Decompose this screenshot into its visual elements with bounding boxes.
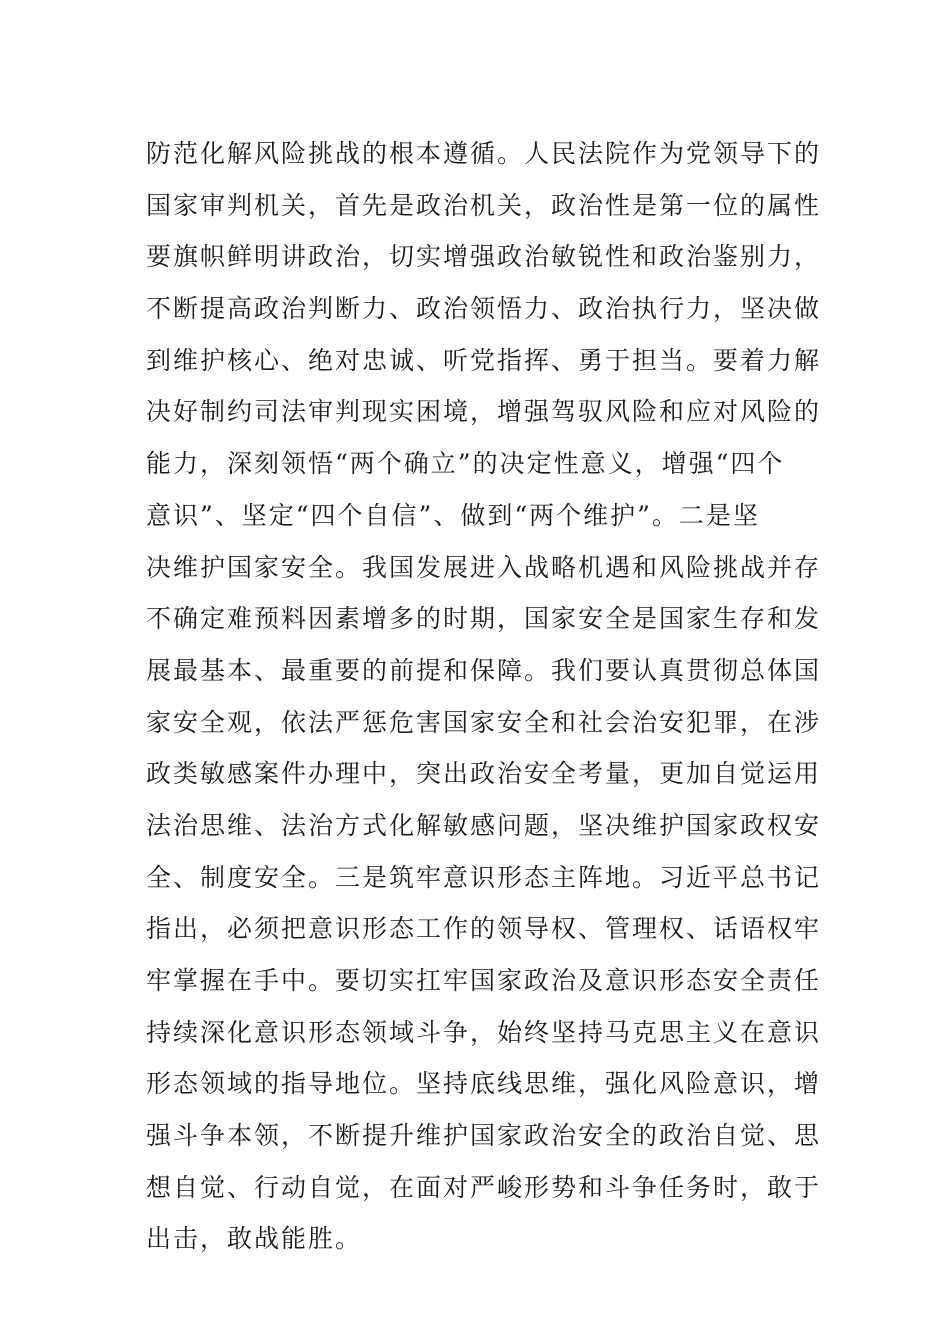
text-line: 决好制约司法审判现实困境，增强驾驭风险和应对风险的	[146, 397, 822, 427]
text-line: 法治思维、法治方式化解敏感问题，坚决维护国家政权安	[146, 810, 822, 840]
text-line: 牢掌握在手中。要切实扛牢国家政治及意识形态安全责任	[146, 966, 822, 995]
text-line: 想自觉、行动自觉，在面对严峻形势和斗争任务时，敢于	[146, 1172, 822, 1202]
text-line: 不断提高政治判断力、政治领悟力、政治执行力，坚决做	[146, 294, 822, 324]
text-line: 到维护核心、绝对忠诚、听党指挥、勇于担当。要着力解	[146, 345, 822, 375]
text-line: 不确定难预料因素增多的时期，国家安全是国家生存和发	[146, 604, 822, 634]
text-line: 政类敏感案件办理中，突出政治安全考量，更加自觉运用	[146, 759, 822, 789]
text-line: 国家审判机关，首先是政治机关，政治性是第一位的属性	[146, 190, 822, 220]
text-line: 要旗帜鲜明讲政治，切实增强政治敏锐性和政治鉴别力，	[146, 242, 822, 272]
text-line: 持续深化意识形态领域斗争，始终坚持马克思主义在意识	[146, 1017, 822, 1047]
text-line: 家安全观，依法严惩危害国家安全和社会治安犯罪，在涉	[146, 707, 822, 737]
text-line: 展最基本、最重要的前提和保障。我们要认真贯彻总体国	[146, 655, 822, 685]
text-line: 能力，深刻领悟“两个确立”的决定性意义，增强“四个	[146, 449, 785, 479]
text-line: 意识”、坚定“四个自信”、做到“两个维护”。二是坚	[146, 500, 760, 530]
text-line: 出击，敢战能胜。	[146, 1224, 363, 1254]
text-line: 防范化解风险挑战的根本遵循。人民法院作为党领导下的	[146, 139, 822, 168]
text-line: 决维护国家安全。我国发展进入战略机遇和风险挑战并存	[146, 552, 822, 582]
text-line: 形态领域的指导地位。坚持底线思维，强化风险意识，增	[146, 1069, 822, 1099]
text-line: 全、制度安全。三是筑牢意识形态主阵地。习近平总书记	[146, 862, 822, 892]
text-line: 强斗争本领，不断提升维护国家政治安全的政治自觉、思	[146, 1121, 822, 1151]
body-paragraph	[146, 128, 822, 1265]
text-line: 指出，必须把意识形态工作的领导权、管理权、话语权牢	[146, 914, 822, 944]
